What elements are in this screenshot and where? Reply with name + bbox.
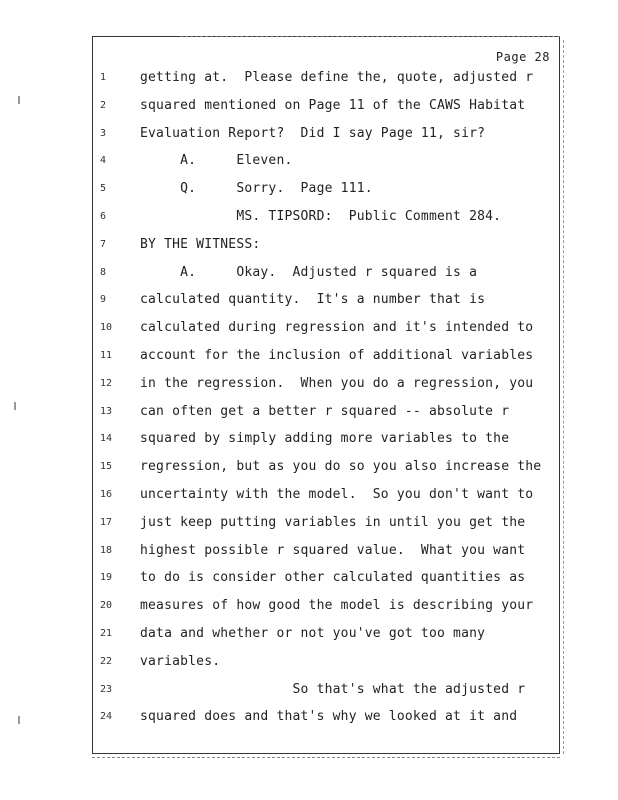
transcript-line-text: getting at. Please define the, quote, adjusted r xyxy=(140,70,534,85)
transcript-line-text: measures of how good the model is describing your xyxy=(140,598,534,614)
transcript-line-text: Q. Sorry. Page 111. xyxy=(140,181,373,197)
transcript-line-text: calculated during regression and it's intended to xyxy=(140,320,534,336)
transcript-line-text: A. Okay. Adjusted r squared is a xyxy=(140,264,478,280)
scan-margin-mark xyxy=(14,402,16,410)
line-number: 12 xyxy=(100,377,113,389)
line-number: 3 xyxy=(100,127,107,139)
transcript-line-text: So that's what the adjusted r xyxy=(140,681,526,697)
scan-margin-mark xyxy=(18,716,20,724)
line-number: 6 xyxy=(100,211,107,222)
transcript-line-text: highest possible r squared value. What you want xyxy=(140,542,526,558)
transcript-line-text: variables. xyxy=(140,653,221,669)
transcript-line-text: data and whether or not you've got too many xyxy=(140,626,486,641)
transcript-line-text: A. Eleven. xyxy=(140,153,293,169)
right-border-rule xyxy=(563,40,564,754)
transcript-line-text: BY THE WITNESS: xyxy=(140,236,261,252)
transcript-page-frame xyxy=(92,36,560,754)
transcript-line-text: squared by simply adding more variables to the xyxy=(140,431,510,447)
scan-margin-mark xyxy=(18,96,20,104)
line-number: 23 xyxy=(100,683,113,695)
line-number: 18 xyxy=(100,544,113,556)
transcript-line-text: squared mentioned on Page 11 of the CAWS Habitat xyxy=(140,97,526,113)
line-number: 19 xyxy=(100,572,113,584)
line-number: 22 xyxy=(100,655,113,667)
line-number: 2 xyxy=(100,99,107,111)
page-number: Page 28 xyxy=(495,50,550,64)
line-number: 21 xyxy=(100,628,113,639)
transcript-line-text: squared does and that's why we looked at it and xyxy=(140,709,518,725)
line-number: 5 xyxy=(100,183,107,195)
bottom-border-rule xyxy=(92,757,560,758)
line-number: 15 xyxy=(100,461,113,473)
transcript-line-text: account for the inclusion of additional variables xyxy=(140,348,534,363)
transcript-line-text: regression, but as you do so you also increase the xyxy=(140,459,542,475)
line-number: 14 xyxy=(100,433,113,445)
transcript-line-text: Evaluation Report? Did I say Page 11, sir? xyxy=(140,125,486,141)
line-number: 1 xyxy=(100,72,107,83)
line-number: 7 xyxy=(100,238,107,250)
line-number: 10 xyxy=(100,322,113,334)
line-number: 4 xyxy=(100,155,107,167)
line-number: 17 xyxy=(100,516,113,528)
transcript-line-text: just keep putting variables in until you get the xyxy=(140,514,526,530)
line-number: 24 xyxy=(100,711,113,723)
transcript-line-text: in the regression. When you do a regression, you xyxy=(140,375,534,391)
line-number: 16 xyxy=(100,489,113,500)
transcript-line-text: to do is consider other calculated quantities as xyxy=(140,570,526,586)
transcript-line-text: can often get a better r squared -- absolute r xyxy=(140,403,510,419)
line-number: 20 xyxy=(100,600,113,612)
transcript-line-text: uncertainty with the model. So you don't want to xyxy=(140,487,534,502)
line-number: 11 xyxy=(100,350,113,361)
transcript-line-text: calculated quantity. It's a number that is xyxy=(140,292,486,308)
line-number: 9 xyxy=(100,294,107,306)
top-border-rule xyxy=(180,36,560,37)
transcript-line-text: MS. TIPSORD: Public Comment 284. xyxy=(140,209,502,224)
line-number: 13 xyxy=(100,405,113,417)
line-number: 8 xyxy=(100,266,107,278)
